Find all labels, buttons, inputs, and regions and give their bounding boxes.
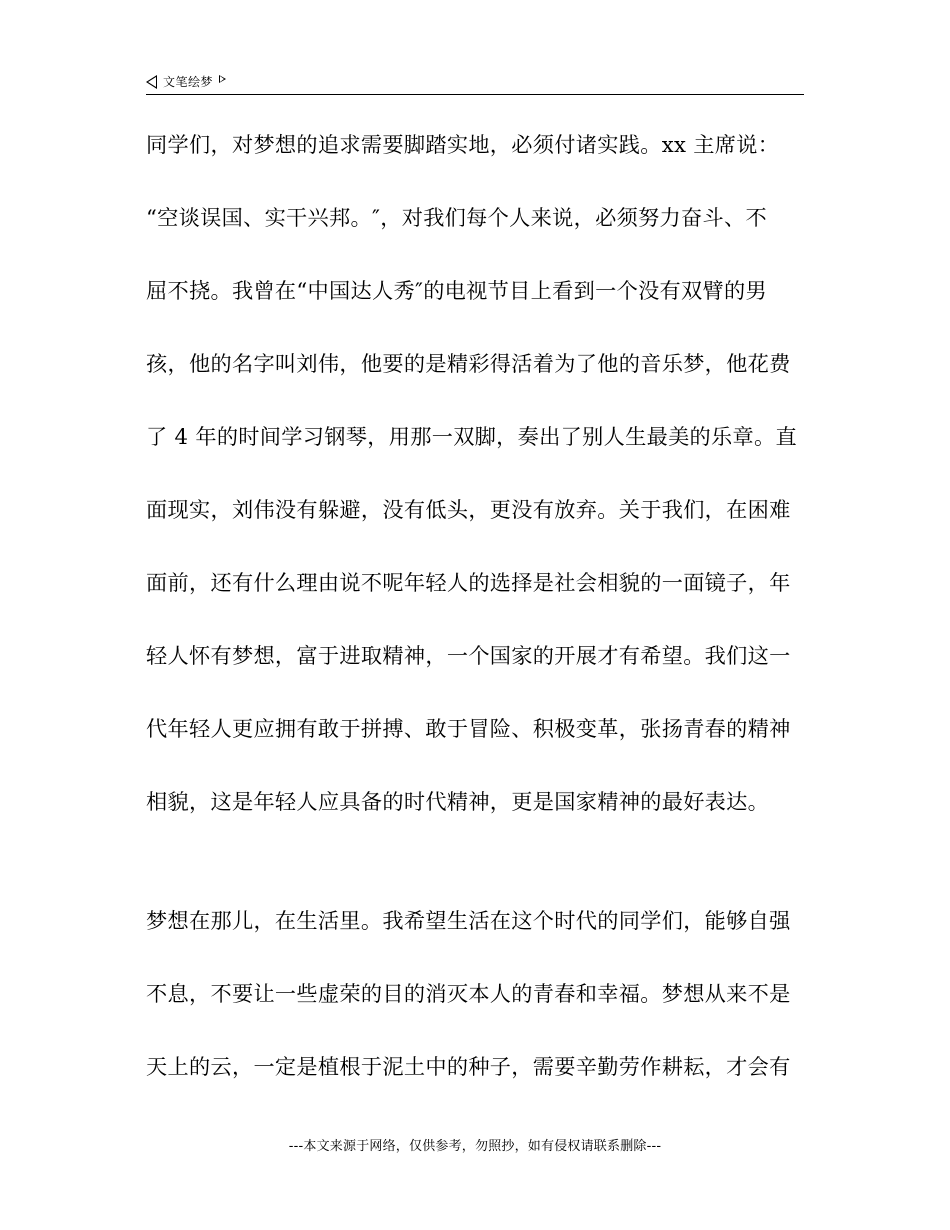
paragraph-line: 屈不挠。我曾在“中国达人秀″的电视节目上看到一个没有双臂的男 xyxy=(146,278,767,303)
header-brand-group xyxy=(146,73,226,90)
paragraph-1 xyxy=(146,122,806,852)
paragraph-gap xyxy=(146,852,806,898)
paragraph-line: 梦想在那儿，在生活里。我希望生活在这个时代的同学们，能够自强 xyxy=(146,908,791,933)
paragraph-line: “空谈误国、实干兴邦。″，对我们每个人来说，必须努力奋斗、不 xyxy=(146,205,767,230)
paragraph-line: 天上的云，一定是植根于泥土中的种子，需要辛勤劳作耕耘，才会有 xyxy=(146,1054,791,1079)
footer-disclaimer: ---本文来源于网络，仅供参考，勿照抄，如有侵权请联系删除--- xyxy=(288,1139,662,1154)
header-brand: 文笔绘梦 xyxy=(163,75,214,89)
paragraph-line: 面现实，刘伟没有躲避，没有低头，更没有放弃。关于我们，在困难 xyxy=(146,497,791,522)
right-triangle-icon xyxy=(219,75,226,83)
page-header xyxy=(146,70,804,95)
paragraph-line: 相貌，这是年轻人应具备的时代精神，更是国家精神的最好表达。 xyxy=(146,789,770,814)
paragraph-line: 同学们，对梦想的追求需要脚踏实地，必须付诸实践。xx 主席说： xyxy=(146,132,780,157)
paragraph-line: 了 4 年的时间学习钢琴，用那一双脚，奏出了别人生最美的乐章。直 xyxy=(146,424,797,449)
paragraph-line: 孩，他的名字叫刘伟，他要的是精彩得活着为了他的音乐梦，他花费 xyxy=(146,351,791,376)
paragraph-line: 面前，还有什么理由说不呢年轻人的选择是社会相貌的一面镜子，年 xyxy=(146,570,791,595)
document-body xyxy=(146,122,806,1117)
paragraph-line: 轻人怀有梦想，富于进取精神，一个国家的开展才有希望。我们这一 xyxy=(146,643,791,668)
paragraph-line: 不息，不要让一些虚荣的目的消灭本人的青春和幸福。梦想从来不是 xyxy=(146,981,791,1006)
paragraph-line: 代年轻人更应拥有敢于拼搏、敢于冒险、积极变革，张扬青春的精神 xyxy=(146,716,791,741)
left-triangle-icon xyxy=(146,75,157,89)
paragraph-2 xyxy=(146,898,806,1117)
